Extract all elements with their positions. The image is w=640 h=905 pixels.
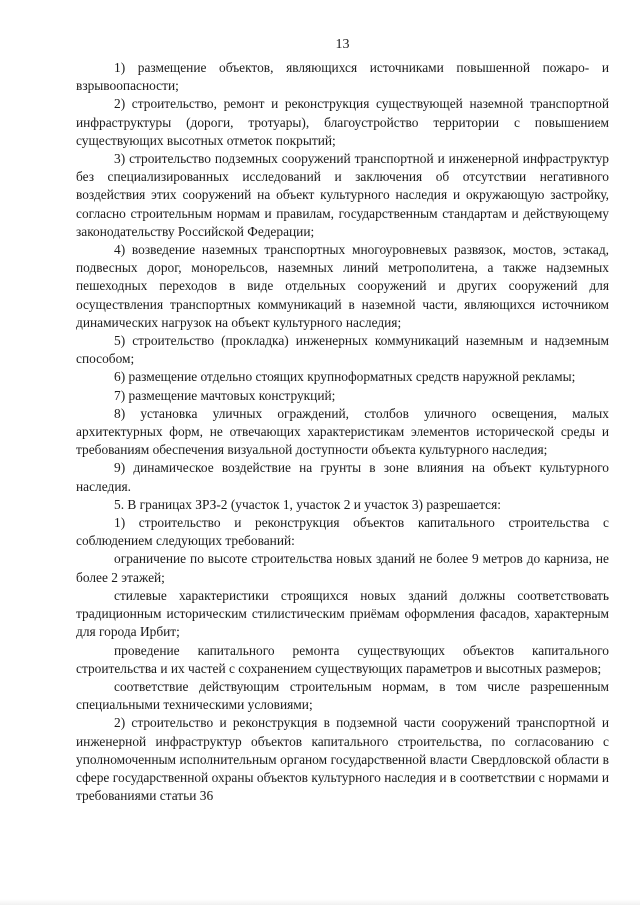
paragraph: 1) размещение объектов, являющихся источниками повышенной пожаро- и взрывоопасности;	[76, 60, 609, 94]
paragraph: проведение капитального ремонта существующих объектов капитального строительства и их частей с сохранением существующих параметров и высотных размеров;	[76, 642, 609, 676]
paragraph: 7) размещение мачтовых конструкций;	[114, 387, 336, 403]
paragraph: стилевые характеристики строящихся новых зданий должны соответствовать традиционным историческим стилистическим приёмам оформления фасадов, характерным для города Ирбит;	[76, 587, 609, 640]
scan-edge	[0, 899, 640, 905]
paragraph: 2) строительство и реконструкция в подземной части сооружений транспортной и инженерной инфраструктур объектов капитального строительства, по согласованию с уполномоченным исполнительным органом государственной власти Свердловской области в сфере государственной охраны объектов культурного наследия и в соответствии с нормами и требованиями статьи 36	[76, 715, 609, 804]
paragraph: 2) строительство, ремонт и реконструкция существующей наземной транспортной инфраструктуры (дороги, тротуары), благоустройство территории с повышением существующих высотных отметок покрытий;	[76, 96, 609, 148]
page-number: 13	[335, 37, 350, 52]
paragraph: 4) возведение наземных транспортных многоуровневых развязок, мостов, эстакад, подвесных дорог, монорельсов, наземных линий метрополитена, а также надземных пешеходных переходов в виде отдельных сооружений и других сооружений для осуществления транспортных коммуникаций в наземной части, являющихся источником динамических нагрузок на объект культурного наследия;	[76, 242, 609, 330]
paragraph: 1) строительство и реконструкция объектов капитального строительства с соблюдением следующих требований:	[76, 515, 609, 549]
paragraph: 3) строительство подземных сооружений транспортной и инженерной инфраструктур без специализированных исследований и заключения об отсутствии негативного воздействия этих сооружений на объект культурного наследия и окружающую застройку, согласно строительным нормам и правилам, государственным стандартам и действующему законодательству Российской Федерации;	[76, 151, 609, 239]
paragraph: соответствие действующим строительным нормам, в том числе разрешенным специальными техническими условиями;	[76, 678, 609, 713]
paragraph: 5. В границах ЗРЗ-2 (участок 1, участок 2 и участок 3) разрешается:	[114, 496, 501, 512]
paragraph: 6) размещение отдельно стоящих крупноформатных средств наружной рекламы;	[114, 369, 576, 385]
document-body	[76, 59, 609, 805]
paragraph: 8) установка уличных ограждений, столбов уличного освещения, малых архитектурных форм, не отвечающих характеристикам элементов исторической среды и требованиям обеспечения визуальной доступности объекта культурного наследия;	[76, 405, 609, 458]
paragraph: 9) динамическое воздействие на грунты в зоне влияния на объект культурного наследия.	[76, 460, 609, 494]
paragraph: 5) строительство (прокладка) инженерных коммуникаций наземным и надземным способом;	[76, 333, 609, 367]
paragraph: ограничение по высоте строительства новых зданий не более 9 метров до карниза, не более 2 этажей;	[76, 551, 609, 585]
